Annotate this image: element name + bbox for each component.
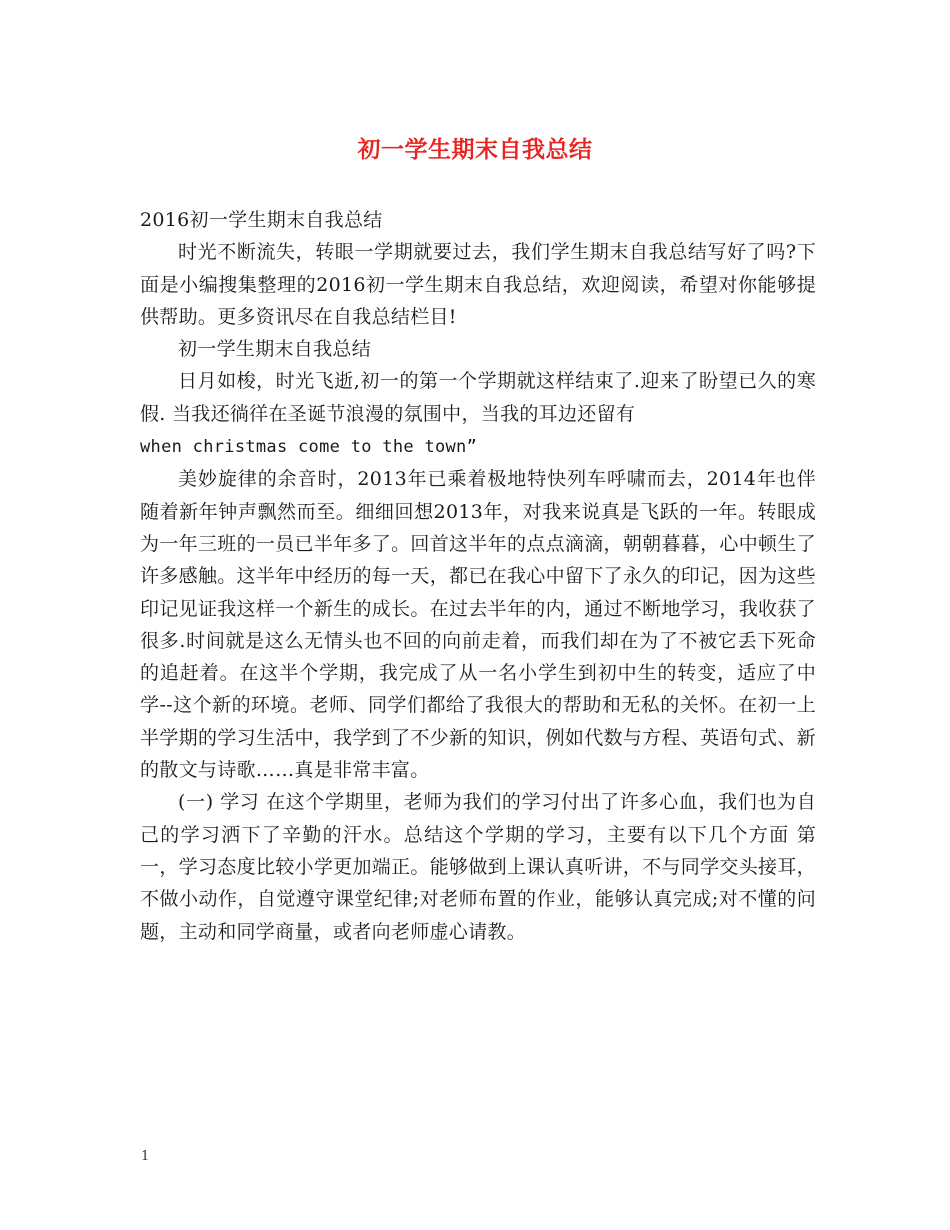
paragraph-2: 美妙旋律的余音时，2013年已乘着极地特快列车呼啸而去，2014年也伴随着新年钟声飘然而至。细细回想2013年，对我来说真是飞跃的一年。转眼成为一年三班的一员已半年多了。回首这半年的点点滴滴，朝朝暮暮，心中顿生了许多感触。这半年中经历的每一天，都已在我心中留下了永久的印记，因为这些印记见证我这样一个新生的成长。在过去半年的内，通过不断地学习，我收获了很多.时间就是这么无情头也不回的向前走着，而我们却在为了不被它丢下死命的追赶着。在这半个学期，我完成了从一名小学生到初中生的转变，适应了中学--这个新的环境。老师、同学们都给了我很大的帮助和无私的关怀。在初一上半学期的学习生活中，我学到了不少新的知识，例如代数与方程、英语句式、新的散文与诗歌……真是非常丰富。 bbox=[140, 468, 816, 782]
paragraph-1-text: 日月如梭，时光飞逝,初一的第一个学期就这样结束了.迎来了盼望已久的寒假. 当我还徜徉在圣诞节浪漫的氛围中，当我的耳边还留有 bbox=[140, 370, 816, 425]
paragraph-3: (一) 学习 在这个学期里，老师为我们的学习付出了许多心血，我们也为自己的学习洒下了辛勤的汗水。总结这个学期的学习，主要有以下几个方面 第一，学习态度比较小学更加端正。能够做到上课认真听讲，不与同学交头接耳，不做小动作，自觉遵守课堂纪律;对老师布置的作业，能够认真完成;对不懂的问题，主动和同学商量，或者向老师虚心请教。 bbox=[140, 791, 816, 943]
paragraph-1 bbox=[140, 365, 816, 463]
document-subtitle: 2016初一学生期末自我总结 bbox=[140, 209, 383, 231]
english-phrase: when christmas come to the town” bbox=[140, 437, 478, 458]
document-title: 初一学生期末自我总结 bbox=[357, 137, 593, 163]
document-body bbox=[140, 204, 816, 948]
intro-paragraph: 时光不断流失，转眼一学期就要过去，我们学生期末自我总结写好了吗?下面是小编搜集整理的2016初一学生期末自我总结，欢迎阅读，希望对你能够提供帮助。更多资讯尽在自我总结栏目! bbox=[140, 241, 816, 328]
section-heading: 初一学生期末自我总结 bbox=[178, 338, 372, 361]
page-number: 1 bbox=[141, 1149, 150, 1164]
